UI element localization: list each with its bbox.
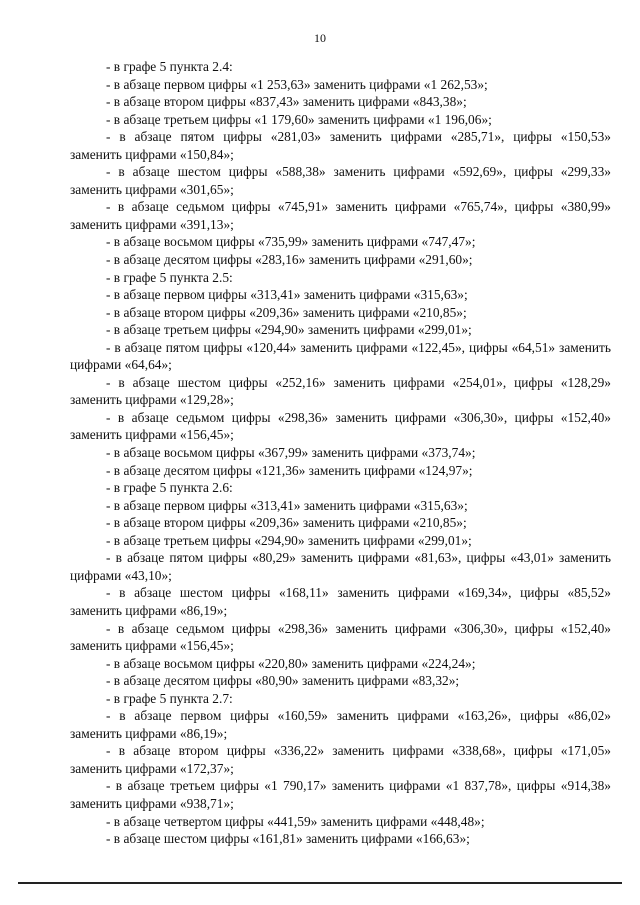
amendment-paragraph: - в абзаце втором цифры «837,43» заменить цифрами «843,38»; [106, 94, 467, 110]
amendment-paragraph: - в абзаце десятом цифры «121,36» заменить цифрами «124,97»; [106, 462, 473, 478]
amendment-paragraph: - в графе 5 пункта 2.7: [106, 690, 233, 706]
amendment-paragraph: - в абзаце четвертом цифры «441,59» заменить цифрами «448,48»; [106, 813, 485, 829]
amendment-paragraph: - в абзаце десятом цифры «283,16» заменить цифрами «291,60»; [106, 252, 473, 268]
amendment-paragraph: - в графе 5 пункта 2.5: [106, 269, 233, 285]
amendment-paragraph: - в абзаце восьмом цифры «220,80» заменить цифрами «224,24»; [106, 655, 476, 671]
amendment-paragraph: - в абзаце пятом цифры «281,03» заменить цифрами «285,71», цифры «150,53» заменить цифрами «150,84»; [70, 129, 611, 162]
amendment-paragraph: - в абзаце шестом цифры «588,38» заменить цифрами «592,69», цифры «299,33» заменить цифрами «301,65»; [70, 164, 611, 197]
amendment-paragraph: - в графе 5 пункта 2.4: [106, 59, 233, 74]
amendment-paragraph: - в абзаце восьмом цифры «367,99» заменить цифрами «373,74»; [106, 445, 476, 461]
amendment-paragraph: - в графе 5 пункта 2.6: [106, 480, 233, 496]
amendment-paragraph: - в абзаце первом цифры «1 253,63» заменить цифрами «1 262,53»; [106, 76, 488, 92]
amendment-paragraph: - в абзаце седьмом цифры «298,36» заменить цифрами «306,30», цифры «152,40» заменить цифрами «156,45»; [70, 620, 611, 654]
amendment-paragraph: - в абзаце первом цифры «313,41» заменить цифрами «315,63»; [106, 497, 468, 513]
amendment-paragraph: - в абзаце пятом цифры «80,29» заменить цифрами «81,63», цифры «43,01» заменить цифрами «43,10»; [70, 550, 611, 583]
amendment-paragraph: - в абзаце первом цифры «160,59» заменить цифрами «163,26», цифры «86,02» заменить цифрами «86,19»; [70, 708, 611, 741]
page-number: 10 [314, 31, 326, 45]
amendment-paragraph: - в абзаце десятом цифры «80,90» заменить цифрами «83,32»; [106, 673, 460, 689]
amendment-paragraph: - в абзаце третьем цифры «1 179,60» заменить цифрами «1 196,06»; [106, 111, 492, 127]
amendment-paragraph: - в абзаце пятом цифры «120,44» заменить цифрами «122,45», цифры «64,51» заменить цифрами «64,64»; [70, 339, 611, 373]
amendment-paragraph: - в абзаце третьем цифры «1 790,17» заменить цифрами «1 837,78», цифры «914,38» заменить цифрами «938,71»; [70, 778, 611, 811]
amendment-paragraph: - в абзаце первом цифры «313,41» заменить цифрами «315,63»; [106, 287, 468, 303]
document-body [70, 58, 611, 848]
amendment-paragraph: - в абзаце шестом цифры «161,81» заменить цифрами «166,63»; [106, 831, 470, 847]
amendment-paragraph: - в абзаце третьем цифры «294,90» заменить цифрами «299,01»; [106, 532, 472, 548]
amendment-paragraph: - в абзаце седьмом цифры «745,91» заменить цифрами «765,74», цифры «380,99» заменить цифрами «391,13»; [70, 199, 611, 232]
amendment-paragraph: - в абзаце шестом цифры «168,11» заменить цифрами «169,34», цифры «85,52» заменить цифрами «86,19»; [70, 585, 611, 618]
amendment-paragraph: - в абзаце втором цифры «336,22» заменить цифрами «338,68», цифры «171,05» заменить цифрами «172,37»; [70, 743, 611, 776]
amendment-paragraph: - в абзаце втором цифры «209,36» заменить цифрами «210,85»; [106, 304, 467, 320]
amendment-paragraph: - в абзаце шестом цифры «252,16» заменить цифрами «254,01», цифры «128,29» заменить цифрами «129,28»; [70, 374, 611, 408]
amendment-paragraph: - в абзаце седьмом цифры «298,36» заменить цифрами «306,30», цифры «152,40» заменить цифрами «156,45»; [70, 409, 611, 443]
footer-rule [18, 882, 622, 884]
amendment-paragraph: - в абзаце втором цифры «209,36» заменить цифрами «210,85»; [106, 515, 467, 531]
amendment-paragraph: - в абзаце восьмом цифры «735,99» заменить цифрами «747,47»; [106, 234, 476, 250]
amendment-paragraph: - в абзаце третьем цифры «294,90» заменить цифрами «299,01»; [106, 322, 472, 338]
